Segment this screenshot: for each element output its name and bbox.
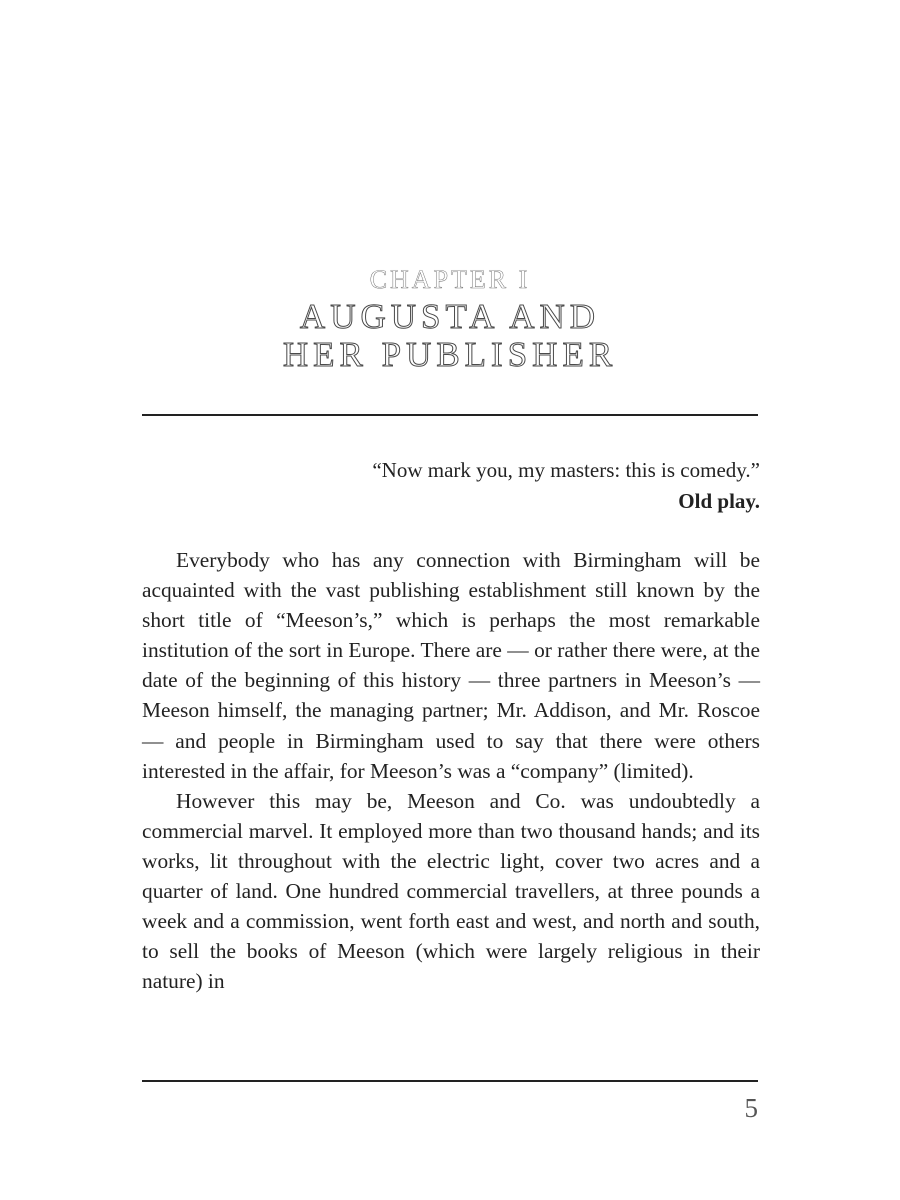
paragraph: Everybody who has any connection with Birmingham will be acquainted with the vast publishing establishment still known by the short title of “Meeson’s,” which is perhaps the most remarkable institution of the sort in Europe. There are — or rather there were, at the date of the beginning of this history — three partners in Meeson’s — Meeson himself, the managing partner; Mr. Addison, and Mr. Roscoe — and people in Birmingham used to say that there were others interested in the affair, for Meeson’s was a “company” (limited). xyxy=(142,548,760,783)
epigraph-quote: “Now mark you, my masters: this is comedy.” xyxy=(372,458,760,482)
epigraph xyxy=(142,455,760,517)
chapter-title: AUGUSTA AND HER PUBLISHER xyxy=(282,297,618,374)
chapter-heading xyxy=(0,262,900,374)
page-number: 5 xyxy=(744,1093,758,1123)
chapter-number: CHAPTER I xyxy=(369,265,531,294)
epigraph-source: Old play. xyxy=(678,489,760,513)
paragraph: However this may be, Meeson and Co. was undoubtedly a commercial marvel. It employed more than two thousand hands; and its works, lit throughout with the electric light, cover two acres and a quarter of land. One hundred commercial travellers, at three pounds a week and a commission, went forth east and west, and north and south, to sell the books of Meeson (which were largely religious in their nature) in xyxy=(142,788,760,994)
top-divider xyxy=(142,414,758,416)
chapter-body xyxy=(142,545,760,996)
bottom-divider xyxy=(142,1080,758,1082)
